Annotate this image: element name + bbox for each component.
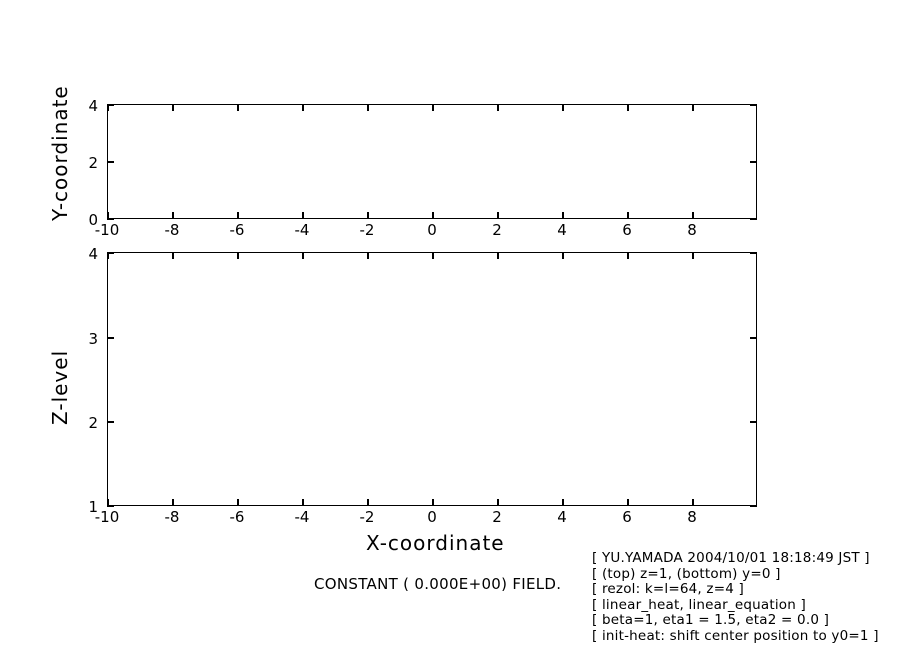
top-xtick-top-5 xyxy=(432,104,434,111)
bottom-ytick-1 xyxy=(107,421,114,423)
top-ytick-2 xyxy=(107,104,114,106)
top-plot-frame xyxy=(107,104,757,219)
top-ytick-r-0 xyxy=(750,218,757,220)
top-xtick-top-8 xyxy=(627,104,629,111)
bottom-xtick-3 xyxy=(302,499,304,506)
top-xticklabel-7: 4 xyxy=(557,221,567,239)
top-xticklabel-6: 2 xyxy=(492,221,502,239)
top-xtick-2 xyxy=(237,212,239,219)
top-ytick-0 xyxy=(107,218,114,220)
top-xticklabel-5: 0 xyxy=(427,221,437,239)
annotation-block xyxy=(592,551,879,645)
top-xtick-top-3 xyxy=(302,104,304,111)
bottom-ytick-r-3 xyxy=(750,252,757,254)
top-ytick-1 xyxy=(107,161,114,163)
bottom-ytick-0 xyxy=(107,505,114,507)
bottom-xtick-top-8 xyxy=(627,252,629,259)
bottom-xticklabel-9: 8 xyxy=(687,508,697,526)
annotation-line-4: [ beta=1, eta1 = 1.5, eta2 = 0.0 ] xyxy=(592,612,830,629)
annotation-line-3: [ linear_heat, linear_equation ] xyxy=(592,596,806,613)
top-xtick-4 xyxy=(367,212,369,219)
bottom-xtick-9 xyxy=(692,499,694,506)
annotation-line-2: [ rezol: k=l=64, z=4 ] xyxy=(592,581,744,598)
bottom-xtick-2 xyxy=(237,499,239,506)
bottom-xtick-top-1 xyxy=(172,252,174,259)
bottom-ytick-r-0 xyxy=(750,505,757,507)
top-xtick-top-6 xyxy=(497,104,499,111)
bottom-ytick-r-2 xyxy=(750,337,757,339)
top-xtick-3 xyxy=(302,212,304,219)
bottom-xaxis-title: X-coordinate xyxy=(366,531,505,555)
annotation-line-0: [ YU.YAMADA 2004/10/01 18:18:49 JST ] xyxy=(592,550,870,566)
bottom-ytick-r-1 xyxy=(750,421,757,423)
top-xticklabel-1: -8 xyxy=(164,221,180,239)
bottom-plot-frame xyxy=(107,252,757,506)
annotation-line-5: [ init-heat: shift center position to y0=1 ] xyxy=(592,627,879,644)
bottom-xtick-8 xyxy=(627,499,629,506)
bottom-xtick-top-5 xyxy=(432,252,434,259)
top-yticklabel-0: 0 xyxy=(88,211,98,229)
bottom-xtick-5 xyxy=(432,499,434,506)
bottom-xtick-top-3 xyxy=(302,252,304,259)
top-xtick-6 xyxy=(497,212,499,219)
bottom-xtick-top-6 xyxy=(497,252,499,259)
bottom-xtick-top-7 xyxy=(562,252,564,259)
top-xtick-5 xyxy=(432,212,434,219)
top-ytick-r-2 xyxy=(750,104,757,106)
bottom-xticklabel-1: -8 xyxy=(164,508,180,526)
top-ytick-r-1 xyxy=(750,161,757,163)
bottom-xticklabel-4: -2 xyxy=(359,508,375,526)
top-xticklabel-8: 6 xyxy=(622,221,632,239)
bottom-xtick-6 xyxy=(497,499,499,506)
top-xtick-top-4 xyxy=(367,104,369,111)
bottom-xticklabel-5: 0 xyxy=(427,508,437,526)
bottom-panel-caption: CONSTANT ( 0.000E+00) FIELD. xyxy=(314,575,562,593)
top-yaxis-title: Y-coordinate xyxy=(48,85,72,221)
bottom-xtick-1 xyxy=(172,499,174,506)
bottom-ytick-2 xyxy=(107,337,114,339)
bottom-xticklabel-0: -10 xyxy=(94,508,120,526)
top-yticklabel-1: 2 xyxy=(88,154,98,172)
bottom-xtick-top-2 xyxy=(237,252,239,259)
top-yticklabel-2: 4 xyxy=(88,97,98,115)
top-xtick-1 xyxy=(172,212,174,219)
top-xtick-top-1 xyxy=(172,104,174,111)
bottom-yticklabel-1: 2 xyxy=(88,414,98,432)
bottom-yticklabel-3: 4 xyxy=(88,245,98,263)
bottom-xtick-4 xyxy=(367,499,369,506)
top-xtick-top-9 xyxy=(692,104,694,111)
top-xticklabel-2: -6 xyxy=(229,221,245,239)
top-xtick-7 xyxy=(562,212,564,219)
top-xtick-top-2 xyxy=(237,104,239,111)
top-xticklabel-3: -4 xyxy=(294,221,310,239)
bottom-xtick-7 xyxy=(562,499,564,506)
bottom-xtick-top-4 xyxy=(367,252,369,259)
annotation-line-1: [ (top) z=1, (bottom) y=0 ] xyxy=(592,565,781,582)
top-xtick-8 xyxy=(627,212,629,219)
top-xtick-top-7 xyxy=(562,104,564,111)
bottom-xtick-top-9 xyxy=(692,252,694,259)
bottom-ytick-3 xyxy=(107,252,114,254)
bottom-yticklabel-2: 3 xyxy=(88,330,98,348)
top-xticklabel-9: 8 xyxy=(687,221,697,239)
bottom-yticklabel-0: 1 xyxy=(88,498,98,516)
top-xtick-9 xyxy=(692,212,694,219)
bottom-yaxis-title: Z-level xyxy=(48,349,72,425)
bottom-xticklabel-3: -4 xyxy=(294,508,310,526)
bottom-xticklabel-6: 2 xyxy=(492,508,502,526)
bottom-xticklabel-7: 4 xyxy=(557,508,567,526)
top-xticklabel-4: -2 xyxy=(359,221,375,239)
top-xticklabel-0: -10 xyxy=(94,221,120,239)
bottom-xticklabel-2: -6 xyxy=(229,508,245,526)
bottom-xticklabel-8: 6 xyxy=(622,508,632,526)
